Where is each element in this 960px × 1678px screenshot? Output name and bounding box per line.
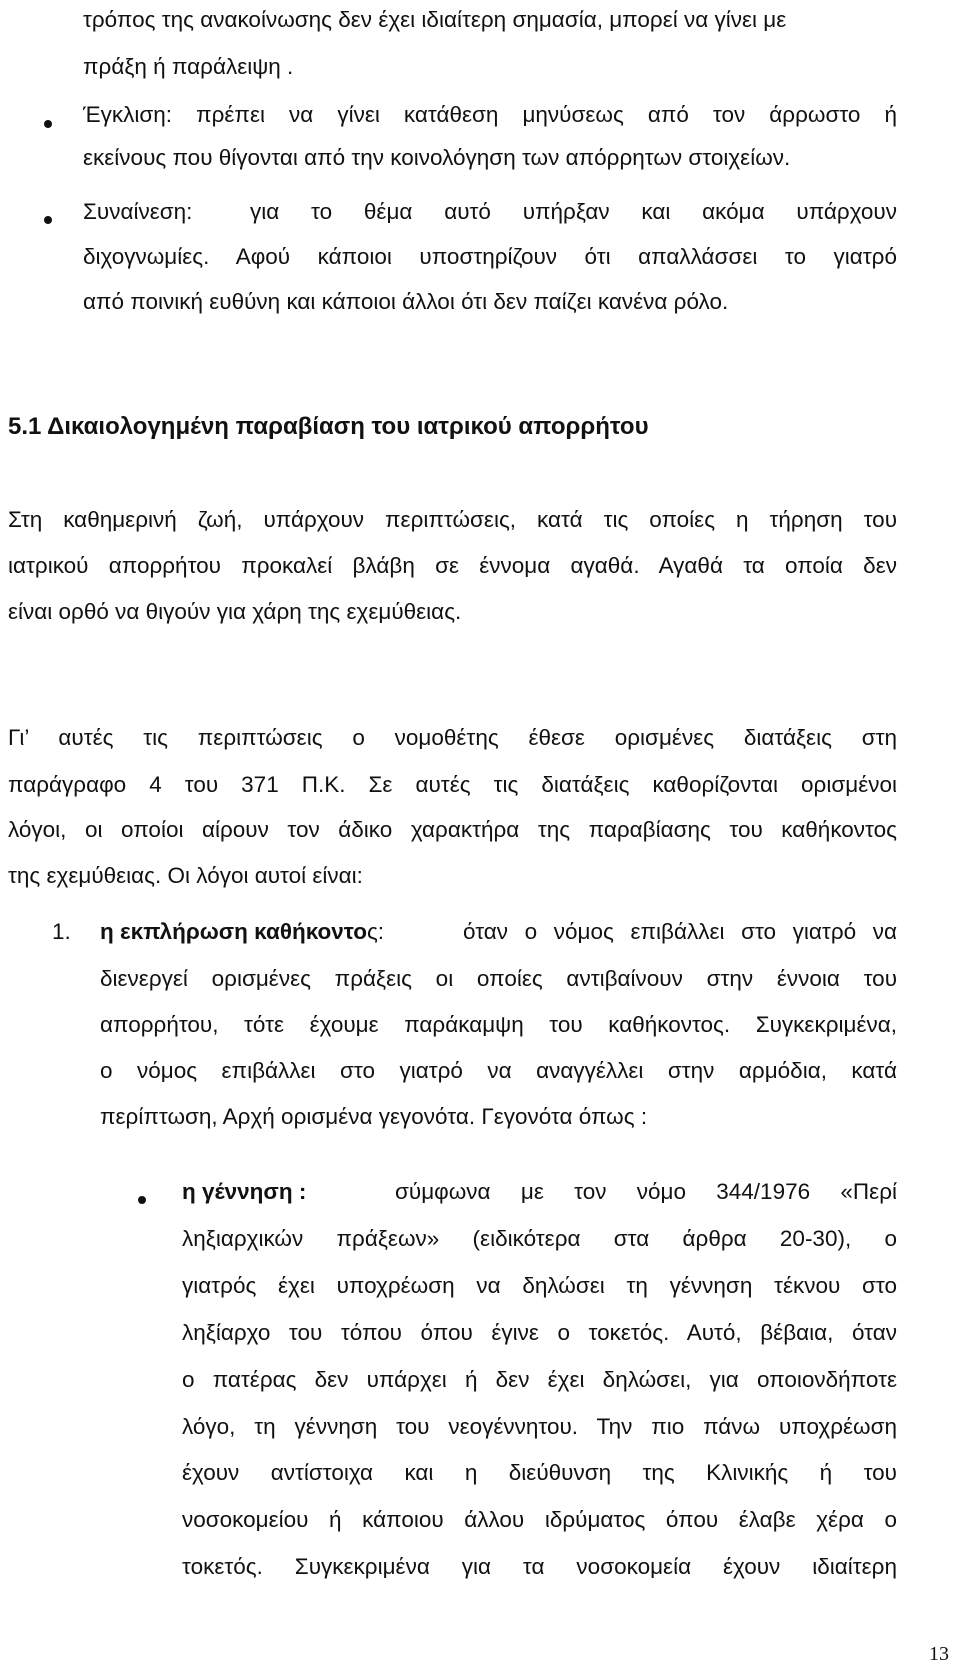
bullet-synainesi-line-2: διχογνωμίες. Αφού κάποιοι υποστηρίζουν ότι απαλλάσσει το γιατρό [83, 244, 897, 269]
list-item-1-line-5: περίπτωση, Αρχή ορισμένα γεγονότα. Γεγονότα όπως : [100, 1104, 648, 1129]
sub-bullet-birth-line-3: γιατρός έχει υποχρέωση να δηλώσει τη γέννηση τέκνου στο [182, 1273, 897, 1298]
section-heading: 5.1 Δικαιολογημένη παραβίαση του ιατρικού απορρήτου [8, 413, 649, 440]
bullet-egklisi-line-1: Έγκλιση: πρέπει να γίνει κατάθεση μηνύσεως από τον άρρωστο ή [83, 102, 897, 127]
list-item-1-term [100, 917, 384, 947]
bullet-synainesi-label: Συναίνεση: [83, 199, 193, 224]
section-para2-line-4: της εχεμύθειας. Οι λόγοι αυτοί είναι: [8, 863, 363, 888]
section-para2-line-3: λόγοι, οι οποίοι αίρουν τον άδικο χαρακτήρα της παραβίασης του καθήκοντος [8, 817, 897, 842]
section-para1-line-2: ιατρικού απορρήτου προκαλεί βλάβη σε έννομα αγαθά. Αγαθά τα οποία δεν [8, 553, 897, 578]
section-para1-line-3: είναι ορθό να θιγούν για χάρη της εχεμύθειας. [8, 599, 462, 624]
sub-bullet-birth-line-8: νοσοκομείου ή κάποιου άλλου ιδρύματος όπου έλαβε χέρα ο [182, 1507, 897, 1532]
sub-bullet-birth-line-9: τοκετός. Συγκεκριμένα για τα νοσοκομεία έχουν ιδιαίτερη [182, 1554, 897, 1579]
section-para1-line-1: Στη καθημερινή ζωή, υπάρχουν περιπτώσεις, κατά τις οποίες η τήρηση του [8, 507, 897, 532]
top-paragraph-line-2: πράξη ή παράλειψη . [83, 54, 294, 79]
list-item-1-line-2: διενεργεί ορισμένες πράξεις οι οποίες αντιβαίνουν στην έννοια του [100, 966, 897, 991]
list-item-1-term-tail: ς: [366, 919, 385, 944]
list-item-1-bold-term: η εκπλήρωση καθήκοντο [100, 919, 367, 944]
section-para2-line-2: παράγραφο 4 του 371 Π.Κ. Σε αυτές τις διατάξεις καθορίζονται ορισμένοι [8, 772, 897, 797]
page-number: 13 [929, 1643, 949, 1665]
sub-bullet-birth-line-1: σύμφωνα με τον νόμο 344/1976 «Περί [395, 1179, 897, 1204]
sub-bullet-birth-line-2: ληξιαρχικών πράξεων» (ειδικότερα στα άρθρα 20-30), ο [182, 1226, 897, 1251]
list-item-number: 1. [52, 919, 71, 944]
section-para2-line-1: Γι’ αυτές τις περιπτώσεις ο νομοθέτης έθεσε ορισμένες διατάξεις στη [8, 725, 897, 750]
bullet-synainesi-line-1: για το θέμα αυτό υπήρξαν και ακόμα υπάρχουν [250, 199, 897, 224]
sub-bullet-birth-term: η γέννηση : [182, 1179, 307, 1204]
sub-bullet-birth-line-6: λόγο, τη γέννηση του νεογέννητου. Την πιο πάνω υποχρέωση [182, 1414, 897, 1439]
top-paragraph-line-1: τρόπος της ανακοίνωσης δεν έχει ιδιαίτερη σημασία, μπορεί να γίνει με [83, 7, 787, 32]
sub-bullet-birth-line-7: έχουν αντίστοιχα και η διεύθυνση της Κλινικής ή του [182, 1460, 897, 1485]
list-item-1-line-3: απορρήτου, τότε έχουμε παράκαμψη του καθήκοντος. Συγκεκριμένα, [100, 1012, 897, 1037]
sub-bullet-birth-line-4: ληξίαρχο του τόπου όπου έγινε ο τοκετός. Αυτό, βέβαια, όταν [182, 1320, 897, 1345]
bullet-dot-icon [44, 216, 52, 224]
sub-bullet-birth-line-5: ο πατέρας δεν υπάρχει ή δεν έχει δηλώσει, για οποιονδήποτε [182, 1367, 897, 1392]
list-item-1-line-4: ο νόμος επιβάλλει στο γιατρό να αναγγέλλει στην αρμόδια, κατά [100, 1058, 897, 1083]
bullet-dot-icon [44, 120, 52, 128]
bullet-egklisi-line-2: εκείνους που θίγονται από την κοινολόγηση των απόρρητων στοιχείων. [83, 145, 791, 170]
bullet-dot-icon [138, 1196, 146, 1204]
list-item-1-line-1: όταν ο νόμος επιβάλλει στο γιατρό να [463, 919, 897, 944]
bullet-synainesi-line-3: από ποινική ευθύνη και κάποιοι άλλοι ότι δεν παίζει κανένα ρόλο. [83, 289, 729, 314]
